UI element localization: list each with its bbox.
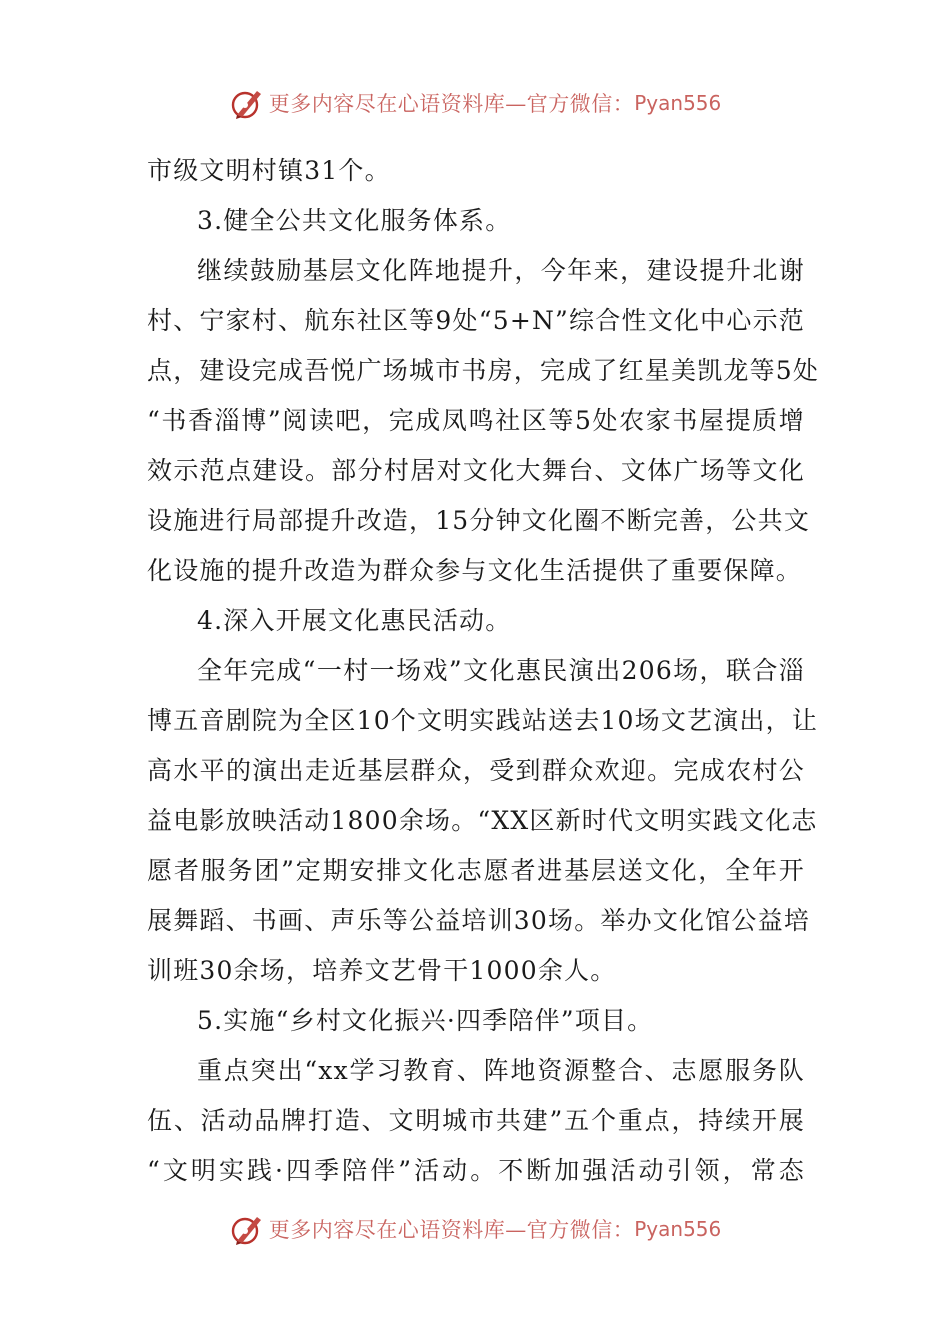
watermark-wechat-id: Pyan556 — [634, 1217, 722, 1241]
body-text-line: 伍、活动品牌打造、文明城市共建”五个重点，持续开展 — [147, 1106, 805, 1135]
section-heading: 4.深入开展文化惠民活动。 — [197, 606, 512, 635]
body-text-line: 博五音剧院为全区10个文明实践站送去10场文艺演出，让 — [147, 706, 819, 735]
body-text-line: 训班30余场，培养文艺骨干1000余人。 — [147, 956, 617, 985]
body-text-line: 继续鼓励基层文化阵地提升，今年来，建设提升北谢 — [197, 256, 805, 285]
body-text-line: 高水平的演出走近基层群众，受到群众欢迎。完成农村公 — [147, 756, 805, 785]
watermark-text: 更多内容尽在心语资料库—官方微信： — [268, 1218, 635, 1242]
body-text-line: 重点突出“xx学习教育、阵地资源整合、志愿服务队 — [197, 1056, 805, 1085]
section-heading: 3.健全公共文化服务体系。 — [197, 206, 512, 235]
body-text-line: “文明实践·四季陪伴”活动。不断加强活动引领，常态 — [147, 1156, 805, 1185]
pen-in-circle-icon — [229, 85, 265, 121]
body-text-line: “书香淄博”阅读吧，完成凤鸣社区等5处农家书屋提质增 — [147, 406, 805, 435]
document-body — [147, 146, 820, 1196]
header-watermark — [0, 83, 950, 123]
watermark-wechat-id: Pyan556 — [634, 91, 722, 115]
pen-in-circle-icon — [229, 1211, 265, 1247]
body-text-line: 设施进行局部提升改造，15分钟文化圈不断完善，公共文 — [147, 506, 811, 535]
body-text-line: 化设施的提升改造为群众参与文化生活提供了重要保障。 — [147, 556, 803, 585]
watermark-text: 更多内容尽在心语资料库—官方微信： — [268, 92, 635, 116]
section-heading: 5.实施“乡村文化振兴·四季陪伴”项目。 — [197, 1006, 654, 1035]
body-text-line: 市级文明村镇31个。 — [147, 156, 391, 185]
body-text-line: 愿者服务团”定期安排文化志愿者进基层送文化，全年开 — [147, 856, 805, 885]
body-text-line: 村、宁家村、航东社区等9处“5+N”综合性文化中心示范 — [147, 306, 805, 335]
body-text-line: 益电影放映活动1800余场。“XX区新时代文明实践文化志 — [147, 806, 818, 835]
body-text-line: 效示范点建设。部分村居对文化大舞台、文体广场等文化 — [147, 456, 805, 485]
body-text-line: 点，建设完成吾悦广场城市书房，完成了红星美凯龙等5处 — [147, 356, 820, 385]
footer-watermark — [0, 1209, 950, 1249]
body-text-line: 展舞蹈、书画、声乐等公益培训30场。举办文化馆公益培 — [147, 906, 811, 935]
body-text-line: 全年完成“一村一场戏”文化惠民演出206场，联合淄 — [197, 656, 805, 685]
